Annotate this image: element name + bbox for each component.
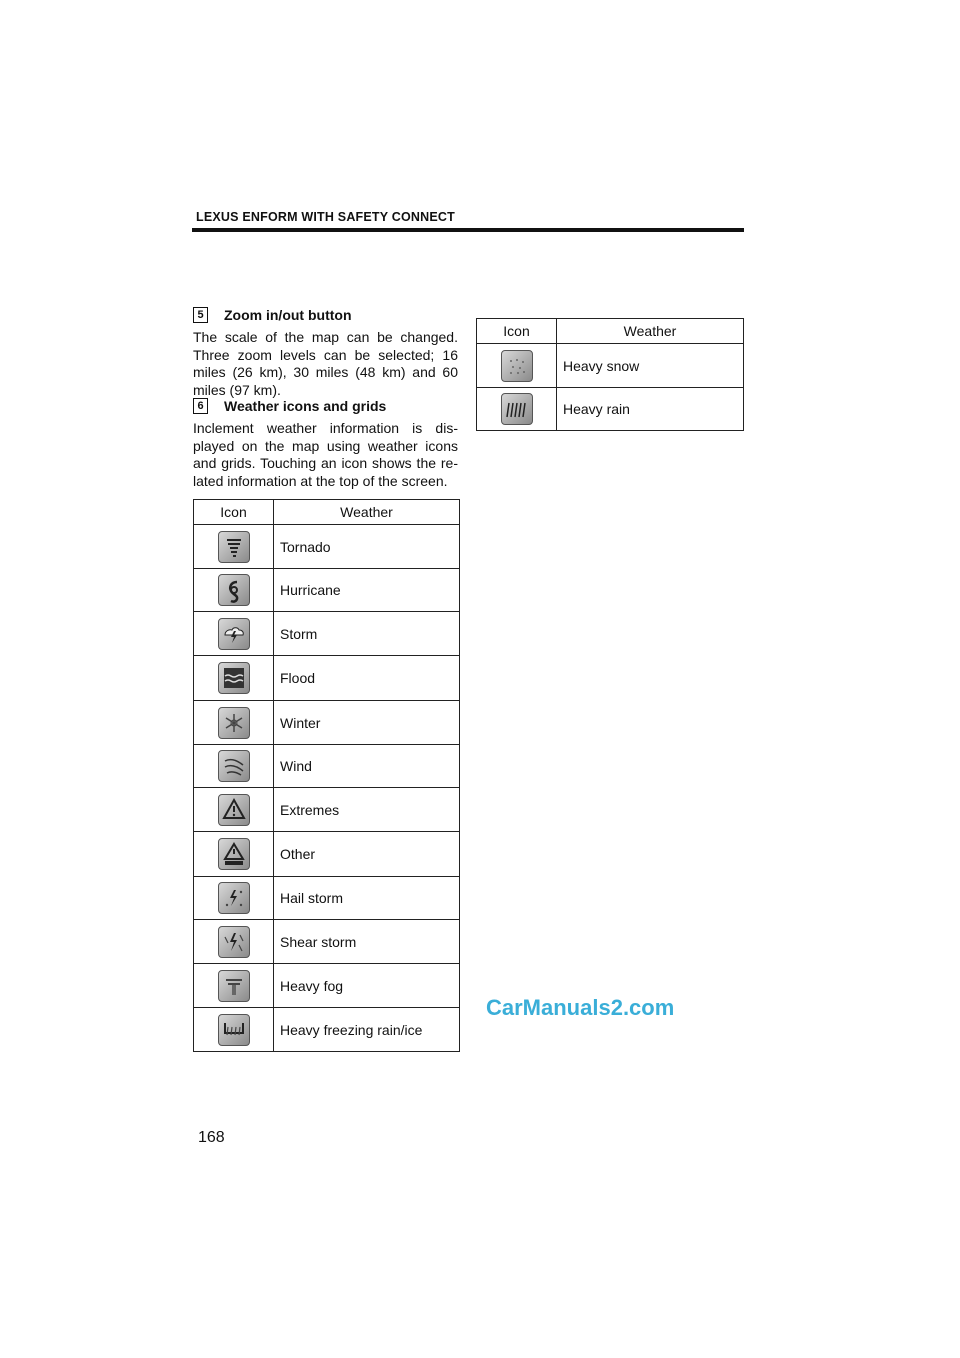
heavy-snow-icon (501, 350, 533, 382)
shear-storm-icon (218, 926, 250, 958)
weather-label: Tornado (274, 525, 460, 569)
hurricane-icon (218, 574, 250, 606)
weather-label: Flood (274, 656, 460, 701)
col-header-weather: Weather (557, 319, 744, 344)
icon-cell (194, 612, 274, 656)
col-header-icon: Icon (477, 319, 557, 344)
icon-cell (194, 920, 274, 964)
icon-cell (194, 701, 274, 745)
winter-icon (218, 707, 250, 739)
section-5-text: The scale of the map can be changed. Three zoom levels can be selected; 16 miles (26 km), 30 miles (48 km) and 60 miles (97 km). (193, 329, 458, 398)
storm-icon (218, 618, 250, 650)
section-5-heading (193, 307, 352, 323)
weather-label: Heavy snow (557, 344, 744, 388)
header-rule (192, 228, 744, 232)
icon-cell (194, 569, 274, 612)
section-6-text: Inclement weather information is dis-played on the map using weather icons and grids. Touching an icon shows the re-lated information at the top of the screen. (193, 420, 458, 489)
hail-storm-icon (218, 882, 250, 914)
section-5-title: Zoom in/out button (224, 307, 352, 323)
icon-cell (194, 832, 274, 877)
weather-table-left (193, 499, 460, 1052)
table-row (194, 788, 460, 832)
weather-label: Winter (274, 701, 460, 745)
table-row (194, 832, 460, 877)
table-row (194, 964, 460, 1008)
heavy-rain-icon (501, 393, 533, 425)
weather-label: Storm (274, 612, 460, 656)
table-row (194, 920, 460, 964)
weather-label: Hurricane (274, 569, 460, 612)
page-header-title: LEXUS ENFORM WITH SAFETY CONNECT (196, 210, 455, 224)
col-header-weather: Weather (274, 500, 460, 525)
weather-label: Extremes (274, 788, 460, 832)
table-row (194, 525, 460, 569)
wind-icon (218, 750, 250, 782)
icon-cell (477, 344, 557, 388)
table-row (194, 569, 460, 612)
other-icon (218, 838, 250, 870)
icon-cell (194, 1008, 274, 1052)
icon-cell (194, 745, 274, 788)
heavy-freezing-rain-icon (218, 1014, 250, 1046)
weather-table-right (476, 318, 744, 431)
icon-cell (194, 525, 274, 569)
page-number: 168 (198, 1129, 225, 1146)
weather-label: Shear storm (274, 920, 460, 964)
heavy-fog-icon (218, 970, 250, 1002)
section-6-heading (193, 398, 386, 414)
table-row (194, 1008, 460, 1052)
col-header-icon: Icon (194, 500, 274, 525)
table-row (194, 745, 460, 788)
weather-label: Heavy rain (557, 388, 744, 431)
weather-label: Heavy freezing rain/ice (274, 1008, 460, 1052)
weather-label: Other (274, 832, 460, 877)
icon-cell (194, 788, 274, 832)
table-row (194, 701, 460, 745)
table-row (194, 656, 460, 701)
table-row (194, 612, 460, 656)
icon-cell (477, 388, 557, 431)
watermark: CarManuals2.com (486, 995, 675, 1020)
icon-cell (194, 877, 274, 920)
weather-label: Wind (274, 745, 460, 788)
flood-icon (218, 662, 250, 694)
weather-label: Hail storm (274, 877, 460, 920)
table-row (477, 388, 744, 431)
section-5-number: 5 (193, 307, 208, 323)
table-row (477, 344, 744, 388)
icon-cell (194, 656, 274, 701)
table-row (194, 877, 460, 920)
tornado-icon (218, 531, 250, 563)
icon-cell (194, 964, 274, 1008)
extremes-icon (218, 794, 250, 826)
section-6-title: Weather icons and grids (224, 398, 387, 414)
weather-label: Heavy fog (274, 964, 460, 1008)
section-6-number: 6 (193, 398, 208, 414)
